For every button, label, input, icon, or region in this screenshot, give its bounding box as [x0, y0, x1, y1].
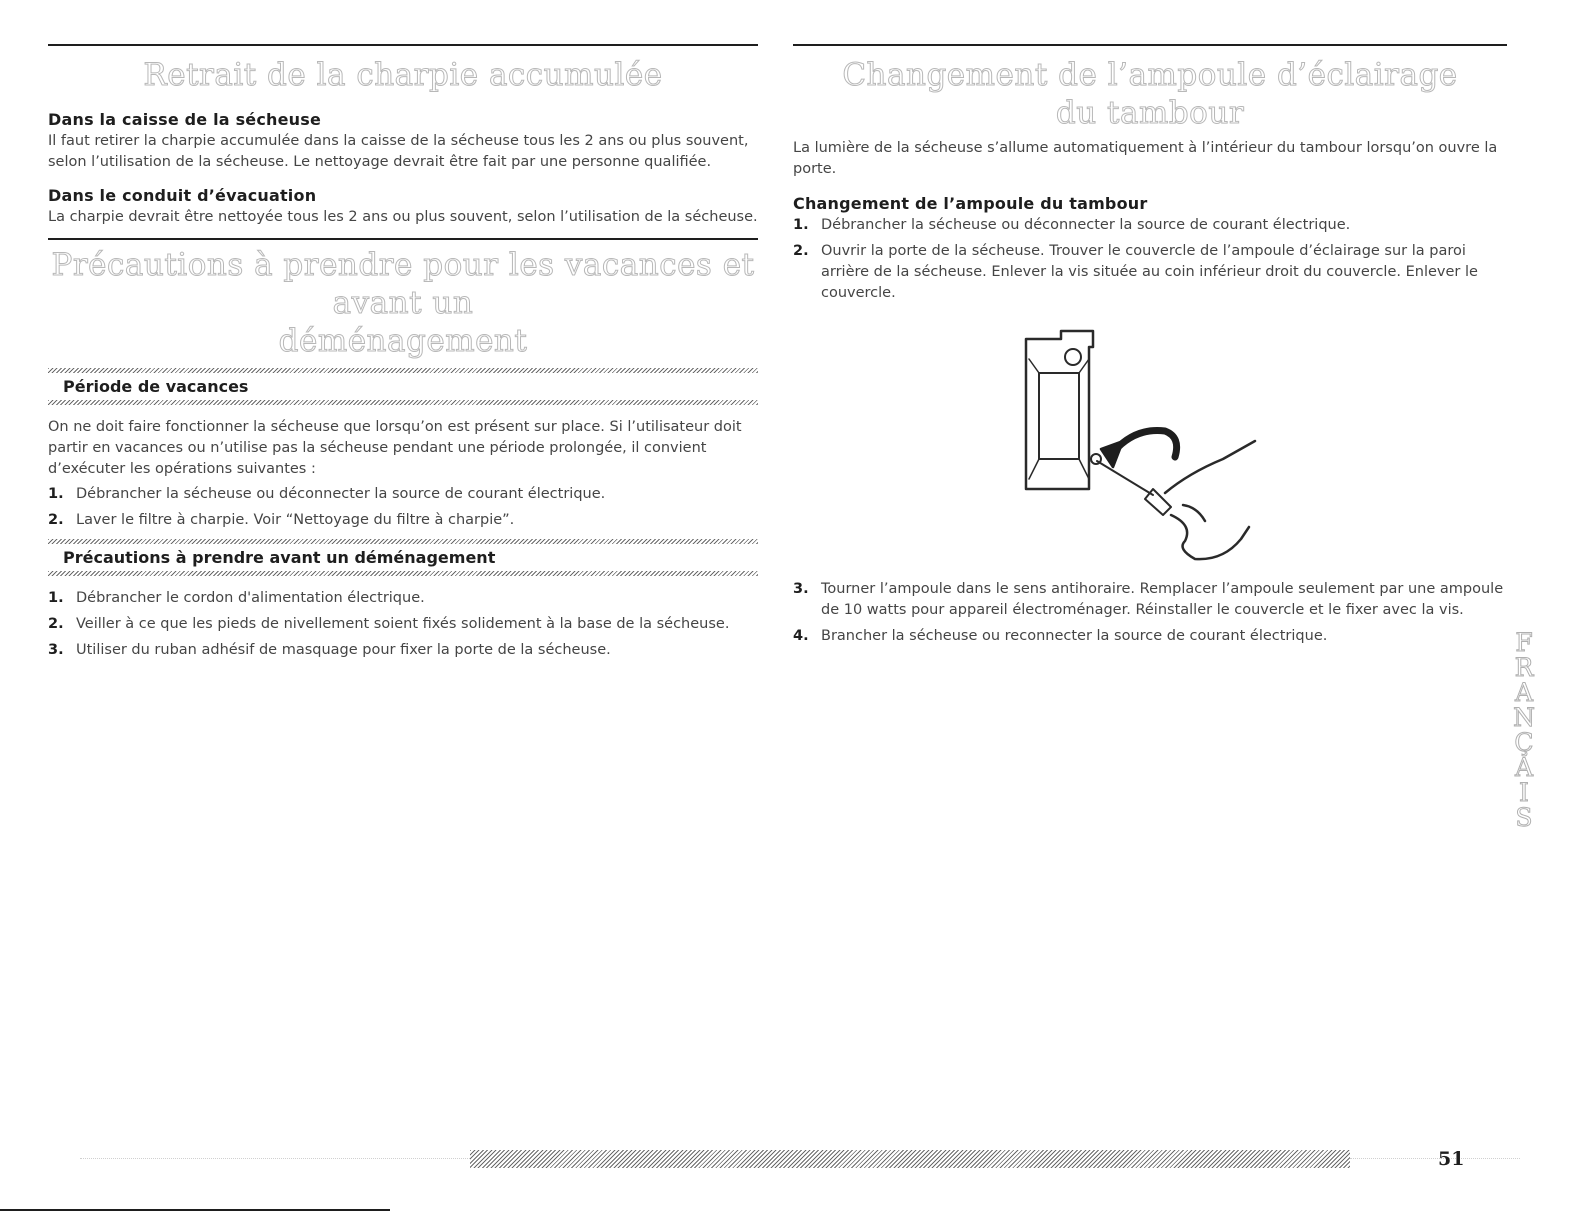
step-number: 3.	[793, 581, 809, 597]
band-hatch-bottom	[48, 400, 758, 405]
step-text: Débrancher la sécheuse ou déconnecter la source de courant électrique.	[821, 217, 1351, 233]
step-text: Tourner l’ampoule dans le sens antihoraire. Remplacer l’ampoule seulement par une ampoule de 10 watts pour appareil électroménager. Réinstaller le couvercle et le fixer avec la vis.	[821, 581, 1504, 618]
step-text: Veiller à ce que les pieds de nivellement soient fixés solidement à la base de la sécheuse.	[76, 616, 730, 632]
list-item	[48, 510, 758, 531]
side-tab-letter: S	[1515, 803, 1533, 832]
list-item	[793, 241, 1507, 304]
bulb-steps-b	[793, 579, 1507, 647]
step-text: Débrancher la sécheuse ou déconnecter la source de courant électrique.	[76, 486, 606, 502]
exhaust-text: La charpie devrait être nettoyée tous les 2 ans ou plus souvent, selon l’utilisation de la sécheuse.	[48, 209, 758, 225]
step-text: Brancher la sécheuse ou reconnecter la source de courant électrique.	[821, 628, 1328, 644]
side-tab-letter: A	[1514, 753, 1534, 782]
bulb-cover-illustration	[793, 309, 1507, 579]
cabinet-heading: Dans la caisse de la sécheuse	[48, 110, 322, 129]
lint-removal-title: Retrait de la charpie accumulée	[143, 57, 663, 93]
cabinet-text: Il faut retirer la charpie accumulée dans la caisse de la sécheuse tous les 2 ans ou plus souvent, selon l’utilisation de la sécheuse. Le nettoyage devrait être fait par une personne qualifiée.	[48, 133, 749, 170]
step-number: 4.	[793, 628, 809, 644]
list-item	[48, 640, 758, 661]
side-tab-letter: F	[1515, 628, 1533, 657]
step-text: Laver le filtre à charpie. Voir “Nettoyage du filtre à charpie”.	[76, 512, 515, 528]
list-item	[793, 579, 1507, 621]
step-number: 1.	[793, 217, 809, 233]
moving-steps	[48, 588, 758, 661]
footer-dotted-rule	[80, 1158, 470, 1159]
bulb-change-title-line1: Changement de l’ampoule d’éclairage	[842, 57, 1458, 93]
step-number: 2.	[48, 512, 64, 528]
vacation-moving-title-line2: déménagement	[278, 323, 528, 359]
bulb-change-title	[793, 56, 1507, 132]
bulb-change-heading: Changement de l’ampoule du tambour	[793, 194, 1148, 213]
side-tab-letter: Ç	[1514, 728, 1534, 757]
side-tab-letter: A	[1514, 678, 1534, 707]
section-divider-rule	[48, 238, 758, 240]
bulb-intro-text: La lumière de la sécheuse s’allume automatiquement à l’intérieur du tambour lorsqu’on ouvre la porte.	[793, 140, 1498, 177]
section-top-rule	[793, 44, 1507, 46]
step-number: 1.	[48, 486, 64, 502]
list-item	[48, 614, 758, 635]
side-tab-letter: N	[1513, 703, 1535, 732]
bottom-edge-rule	[0, 1209, 390, 1211]
side-tab-letter: I	[1519, 778, 1529, 807]
step-number: 3.	[48, 642, 64, 658]
vacation-moving-title	[48, 246, 758, 360]
right-column	[793, 0, 1507, 652]
vacation-steps	[48, 484, 758, 531]
list-item	[793, 215, 1507, 236]
step-number: 2.	[48, 616, 64, 632]
list-item	[48, 484, 758, 505]
list-item	[48, 588, 758, 609]
vacation-heading: Période de vacances	[63, 377, 249, 396]
step-number: 1.	[48, 590, 64, 606]
moving-heading: Précautions à prendre avant un déménagement	[63, 548, 496, 567]
left-column	[48, 0, 758, 666]
footer-dotted-rule	[1350, 1158, 1520, 1159]
list-item	[793, 626, 1507, 647]
step-text: Ouvrir la porte de la sécheuse. Trouver le couvercle de l’ampoule d’éclairage sur la paroi arrière de la sécheuse. Enlever la vis située au coin inférieur droit du couvercle. Enlever le couvercle.	[821, 243, 1478, 301]
vacation-moving-title-line1: Précautions à prendre pour les vacances et avant un	[51, 247, 755, 321]
bulb-steps-a	[793, 215, 1507, 304]
page-number: 51	[1438, 1148, 1465, 1170]
step-text: Débrancher le cordon d'alimentation électrique.	[76, 590, 425, 606]
exhaust-heading: Dans le conduit d’évacuation	[48, 186, 317, 205]
section-top-rule	[48, 44, 758, 46]
bulb-change-title-line2: du tambour	[1055, 95, 1245, 131]
step-text: Utiliser du ruban adhésif de masquage pour fixer la porte de la sécheuse.	[76, 642, 611, 658]
band-hatch-bottom	[48, 571, 758, 576]
vacation-text: On ne doit faire fonctionner la sécheuse que lorsqu’on est présent sur place. Si l’utilisateur doit partir en vacances ou n’utilise pas la sécheuse pendant une période prolongée, il convient d’exécuter les opérations suivantes :	[48, 419, 742, 477]
step-number: 2.	[793, 243, 809, 259]
light-cover-drawing	[793, 309, 1507, 579]
side-tab-letter: R	[1514, 653, 1534, 682]
language-side-tab	[1503, 630, 1545, 830]
footer-hatch-bar	[470, 1150, 1350, 1168]
